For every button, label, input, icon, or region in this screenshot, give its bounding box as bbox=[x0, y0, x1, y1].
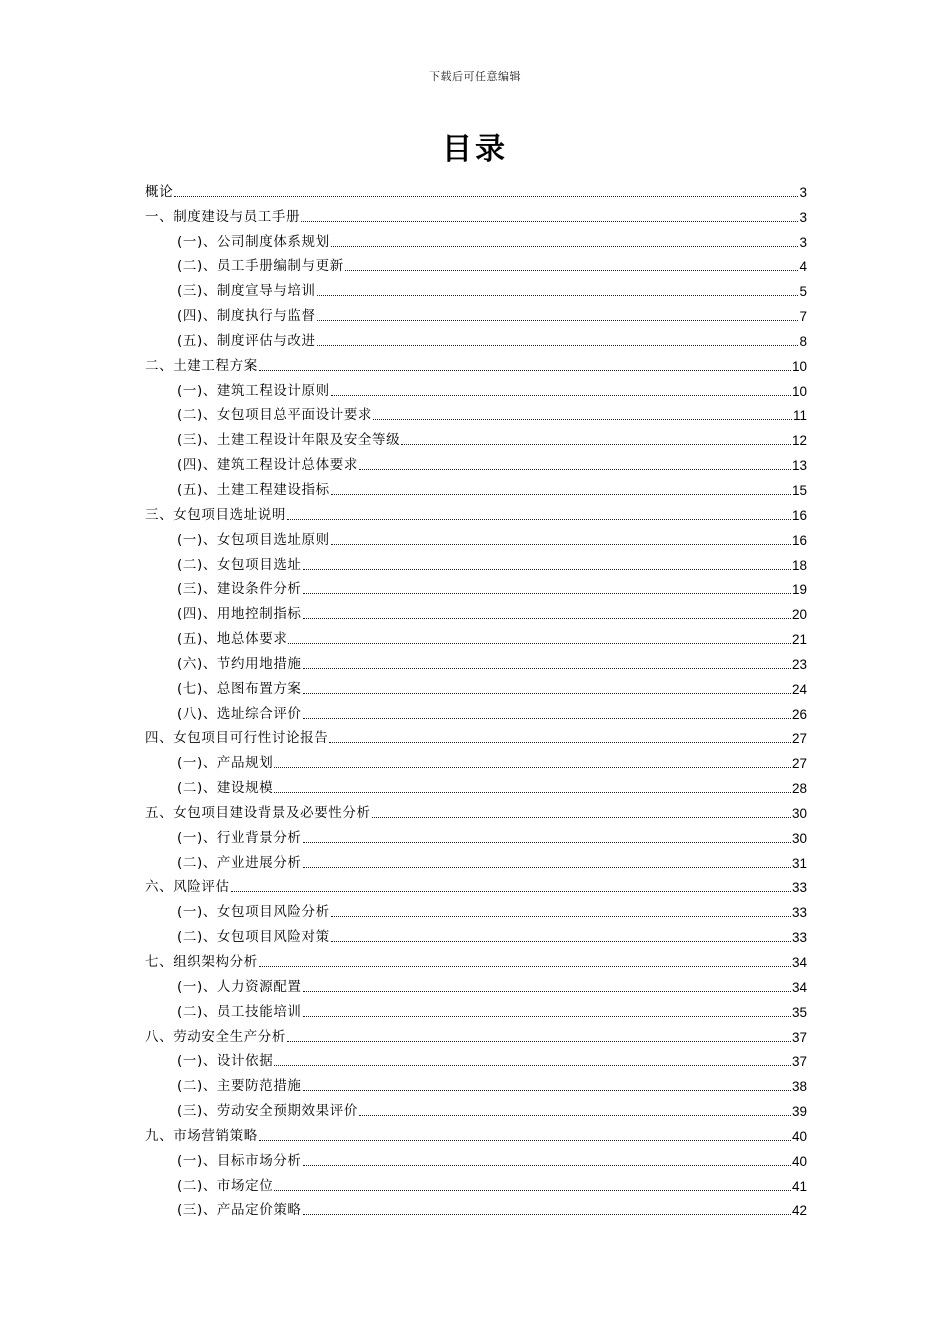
toc-subentry[interactable] bbox=[145, 648, 807, 673]
toc-dot-leader bbox=[303, 693, 791, 694]
toc-page-number: 37 bbox=[791, 1029, 807, 1045]
toc-subentry[interactable] bbox=[145, 847, 807, 872]
toc-entry-text: (五)、地总体要求 bbox=[177, 631, 288, 648]
toc-entry-text: 七、组织架构分析 bbox=[145, 954, 258, 970]
toc-page-number: 16 bbox=[791, 532, 807, 548]
toc-dot-leader bbox=[372, 817, 791, 818]
toc-page-number: 10 bbox=[791, 358, 807, 374]
toc-page-number: 3 bbox=[799, 184, 807, 200]
toc-page-number: 34 bbox=[791, 955, 807, 970]
toc-entry-text: (三)、劳动安全预期效果评价 bbox=[177, 1103, 358, 1120]
toc-dot-leader bbox=[274, 1190, 791, 1191]
toc-dot-leader bbox=[331, 246, 799, 247]
toc-page-number: 40 bbox=[791, 1153, 807, 1169]
toc-entry-text: (三)、建设条件分析 bbox=[177, 581, 302, 598]
toc-entry-text: 九、市场营销策略 bbox=[145, 1127, 258, 1144]
toc-dot-leader bbox=[317, 295, 799, 296]
toc-entry-text: (一)、人力资源配置 bbox=[177, 978, 302, 995]
toc-page-number: 30 bbox=[791, 805, 807, 821]
toc-subentry[interactable] bbox=[145, 275, 807, 300]
toc-entry-text: (二)、女包项目总平面设计要求 bbox=[177, 407, 373, 424]
toc-entry-text: 二、土建工程方案 bbox=[145, 357, 258, 374]
table-of-contents bbox=[145, 176, 807, 1219]
toc-page-number: 37 bbox=[791, 1054, 807, 1070]
toc-page-number: 39 bbox=[791, 1104, 807, 1120]
toc-dot-leader bbox=[288, 643, 791, 644]
toc-page-number: 27 bbox=[791, 756, 807, 772]
toc-entry-text: (五)、制度评估与改进 bbox=[177, 332, 316, 349]
toc-page-number: 5 bbox=[799, 284, 807, 300]
toc-subentry[interactable] bbox=[145, 996, 807, 1021]
toc-page-number: 4 bbox=[799, 259, 807, 275]
toc-entry[interactable] bbox=[145, 797, 807, 822]
toc-page-number: 38 bbox=[791, 1079, 807, 1095]
toc-dot-leader bbox=[331, 544, 791, 545]
toc-page-number: 31 bbox=[791, 855, 807, 871]
page-title: 目录 bbox=[442, 132, 508, 167]
toc-entry-text: (一)、行业背景分析 bbox=[177, 829, 302, 846]
toc-page-number: 11 bbox=[792, 408, 807, 424]
toc-dot-leader bbox=[401, 444, 791, 445]
toc-subentry[interactable] bbox=[145, 226, 807, 251]
toc-subentry[interactable] bbox=[145, 971, 807, 996]
toc-subentry[interactable] bbox=[145, 424, 807, 449]
toc-entry-text: (二)、建设规模 bbox=[177, 780, 274, 797]
toc-page-number: 28 bbox=[791, 781, 807, 797]
toc-page-number: 30 bbox=[791, 830, 807, 846]
toc-subentry[interactable] bbox=[145, 1170, 807, 1195]
toc-subentry[interactable] bbox=[145, 822, 807, 847]
toc-dot-leader bbox=[373, 419, 792, 420]
toc-dot-leader bbox=[274, 792, 791, 793]
toc-page-number: 33 bbox=[791, 880, 807, 896]
toc-entry-text: (一)、设计依据 bbox=[177, 1053, 274, 1070]
toc-subentry[interactable] bbox=[145, 1195, 807, 1220]
toc-dot-leader bbox=[303, 593, 791, 594]
toc-dot-leader bbox=[303, 867, 791, 868]
toc-page-number: 24 bbox=[791, 681, 807, 697]
toc-dot-leader bbox=[259, 370, 791, 371]
toc-subentry[interactable] bbox=[145, 574, 807, 599]
toc-entry-text: (二)、女包项目选址 bbox=[177, 556, 302, 573]
toc-page-number: 26 bbox=[791, 706, 807, 722]
toc-page-number: 27 bbox=[791, 731, 807, 747]
toc-entry-text: (四)、用地控制指标 bbox=[177, 606, 302, 623]
toc-dot-leader bbox=[303, 1016, 791, 1017]
toc-subentry[interactable] bbox=[145, 896, 807, 921]
toc-entry[interactable] bbox=[145, 176, 807, 201]
toc-subentry[interactable] bbox=[145, 921, 807, 946]
toc-subentry[interactable] bbox=[145, 549, 807, 574]
toc-subentry[interactable] bbox=[145, 1070, 807, 1095]
toc-page-number: 41 bbox=[791, 1178, 807, 1194]
toc-subentry[interactable] bbox=[145, 474, 807, 499]
header-note: 下载后可任意编辑 bbox=[429, 70, 521, 83]
toc-dot-leader bbox=[329, 742, 791, 743]
toc-entry-text: (二)、市场定位 bbox=[177, 1177, 274, 1194]
toc-dot-leader bbox=[231, 891, 791, 892]
toc-page-number: 15 bbox=[791, 482, 807, 498]
toc-page-number: 19 bbox=[791, 582, 807, 598]
toc-subentry[interactable] bbox=[145, 623, 807, 648]
toc-entry-text: (三)、土建工程设计年限及安全等级 bbox=[177, 432, 401, 449]
toc-dot-leader bbox=[331, 494, 791, 495]
toc-entry[interactable] bbox=[145, 350, 807, 375]
toc-entry[interactable] bbox=[145, 1120, 807, 1145]
toc-entry-text: (四)、建筑工程设计总体要求 bbox=[177, 457, 358, 474]
toc-dot-leader bbox=[359, 1115, 791, 1116]
toc-dot-leader bbox=[287, 519, 791, 520]
toc-entry[interactable] bbox=[145, 723, 807, 748]
toc-subentry[interactable] bbox=[145, 400, 807, 425]
toc-page-number: 35 bbox=[791, 1004, 807, 1020]
toc-page-number: 3 bbox=[799, 234, 807, 250]
toc-dot-leader bbox=[345, 270, 799, 271]
toc-subentry[interactable] bbox=[145, 598, 807, 623]
toc-dot-leader bbox=[259, 966, 791, 967]
toc-page-number: 42 bbox=[791, 1203, 807, 1219]
toc-page-number: 33 bbox=[791, 905, 807, 921]
toc-subentry[interactable] bbox=[145, 524, 807, 549]
toc-entry-text: (二)、员工手册编制与更新 bbox=[177, 258, 344, 275]
toc-entry-text: (三)、产品定价策略 bbox=[177, 1202, 302, 1219]
toc-entry[interactable] bbox=[145, 499, 807, 524]
toc-page-number: 7 bbox=[799, 309, 807, 325]
toc-dot-leader bbox=[287, 1041, 791, 1042]
toc-subentry[interactable] bbox=[145, 772, 807, 797]
toc-entry-text: 六、风险评估 bbox=[145, 879, 230, 896]
toc-entry-text: (一)、建筑工程设计原则 bbox=[177, 382, 330, 399]
toc-subentry[interactable] bbox=[145, 1046, 807, 1071]
toc-subentry[interactable] bbox=[145, 251, 807, 276]
toc-page-number: 18 bbox=[791, 557, 807, 573]
toc-entry-text: (二)、主要防范措施 bbox=[177, 1078, 302, 1095]
toc-dot-leader bbox=[174, 196, 798, 197]
toc-entry-text: 一、制度建设与员工手册 bbox=[145, 208, 301, 225]
toc-entry-text: 概论 bbox=[145, 183, 174, 200]
toc-subentry[interactable] bbox=[145, 300, 807, 325]
toc-entry-text: (七)、总图布置方案 bbox=[177, 680, 302, 697]
toc-subentry[interactable] bbox=[145, 1145, 807, 1170]
toc-entry-text: (一)、女包项目选址原则 bbox=[177, 531, 330, 548]
toc-entry-text: (二)、员工技能培训 bbox=[177, 1003, 302, 1020]
toc-dot-leader bbox=[317, 320, 799, 321]
toc-entry-text: (二)、产业进展分析 bbox=[177, 854, 302, 871]
toc-entry[interactable] bbox=[145, 946, 807, 971]
toc-dot-leader bbox=[301, 221, 798, 222]
toc-page-number: 40 bbox=[791, 1128, 807, 1144]
toc-page-number: 8 bbox=[799, 333, 807, 349]
toc-subentry[interactable] bbox=[145, 375, 807, 400]
toc-entry[interactable] bbox=[145, 1021, 807, 1046]
toc-dot-leader bbox=[317, 345, 799, 346]
toc-page-number: 16 bbox=[791, 507, 807, 523]
toc-subentry[interactable] bbox=[145, 673, 807, 698]
toc-entry-text: 四、女包项目可行性讨论报告 bbox=[145, 730, 329, 747]
toc-dot-leader bbox=[331, 395, 791, 396]
toc-dot-leader bbox=[303, 618, 791, 619]
toc-dot-leader bbox=[359, 469, 791, 470]
toc-dot-leader bbox=[303, 569, 791, 570]
toc-page-number: 23 bbox=[791, 656, 807, 672]
toc-subentry[interactable] bbox=[145, 1095, 807, 1120]
toc-dot-leader bbox=[303, 718, 791, 719]
toc-entry-text: (一)、产品规划 bbox=[177, 755, 274, 772]
toc-entry-text: (一)、目标市场分析 bbox=[177, 1152, 302, 1169]
toc-entry-text: 三、女包项目选址说明 bbox=[145, 506, 286, 523]
toc-entry-text: (四)、制度执行与监督 bbox=[177, 308, 316, 325]
toc-page-number: 3 bbox=[799, 209, 807, 225]
toc-dot-leader bbox=[274, 1065, 791, 1066]
toc-page-number: 13 bbox=[791, 458, 807, 474]
toc-dot-leader bbox=[303, 1214, 791, 1215]
toc-entry-text: (一)、公司制度体系规划 bbox=[177, 233, 330, 250]
toc-entry[interactable] bbox=[145, 872, 807, 897]
toc-entry-text: (三)、制度宣导与培训 bbox=[177, 283, 316, 300]
toc-entry[interactable] bbox=[145, 201, 807, 226]
toc-page-number: 10 bbox=[791, 383, 807, 399]
toc-entry-text: (六)、节约用地措施 bbox=[177, 655, 302, 672]
toc-page-number: 21 bbox=[791, 632, 807, 648]
toc-page-number: 20 bbox=[791, 607, 807, 623]
toc-dot-leader bbox=[303, 668, 791, 669]
toc-entry-text: (五)、土建工程建设指标 bbox=[177, 481, 330, 498]
toc-entry-text: (二)、女包项目风险对策 bbox=[177, 929, 330, 946]
toc-subentry[interactable] bbox=[145, 449, 807, 474]
toc-entry-text: (一)、女包项目风险分析 bbox=[177, 904, 330, 921]
toc-dot-leader bbox=[303, 991, 791, 992]
toc-dot-leader bbox=[303, 1165, 791, 1166]
toc-dot-leader bbox=[331, 916, 791, 917]
toc-page-number: 12 bbox=[791, 433, 807, 449]
toc-subentry[interactable] bbox=[145, 698, 807, 723]
toc-subentry[interactable] bbox=[145, 325, 807, 350]
toc-dot-leader bbox=[259, 1140, 791, 1141]
toc-dot-leader bbox=[274, 767, 791, 768]
toc-page-number: 33 bbox=[791, 930, 807, 946]
toc-entry-text: 八、劳动安全生产分析 bbox=[145, 1028, 286, 1045]
toc-dot-leader bbox=[331, 941, 791, 942]
toc-page-number: 34 bbox=[791, 979, 807, 995]
toc-entry-text: (八)、选址综合评价 bbox=[177, 705, 302, 722]
toc-dot-leader bbox=[303, 842, 791, 843]
toc-subentry[interactable] bbox=[145, 747, 807, 772]
toc-dot-leader bbox=[303, 1090, 791, 1091]
toc-entry-text: 五、女包项目建设背景及必要性分析 bbox=[145, 804, 371, 821]
